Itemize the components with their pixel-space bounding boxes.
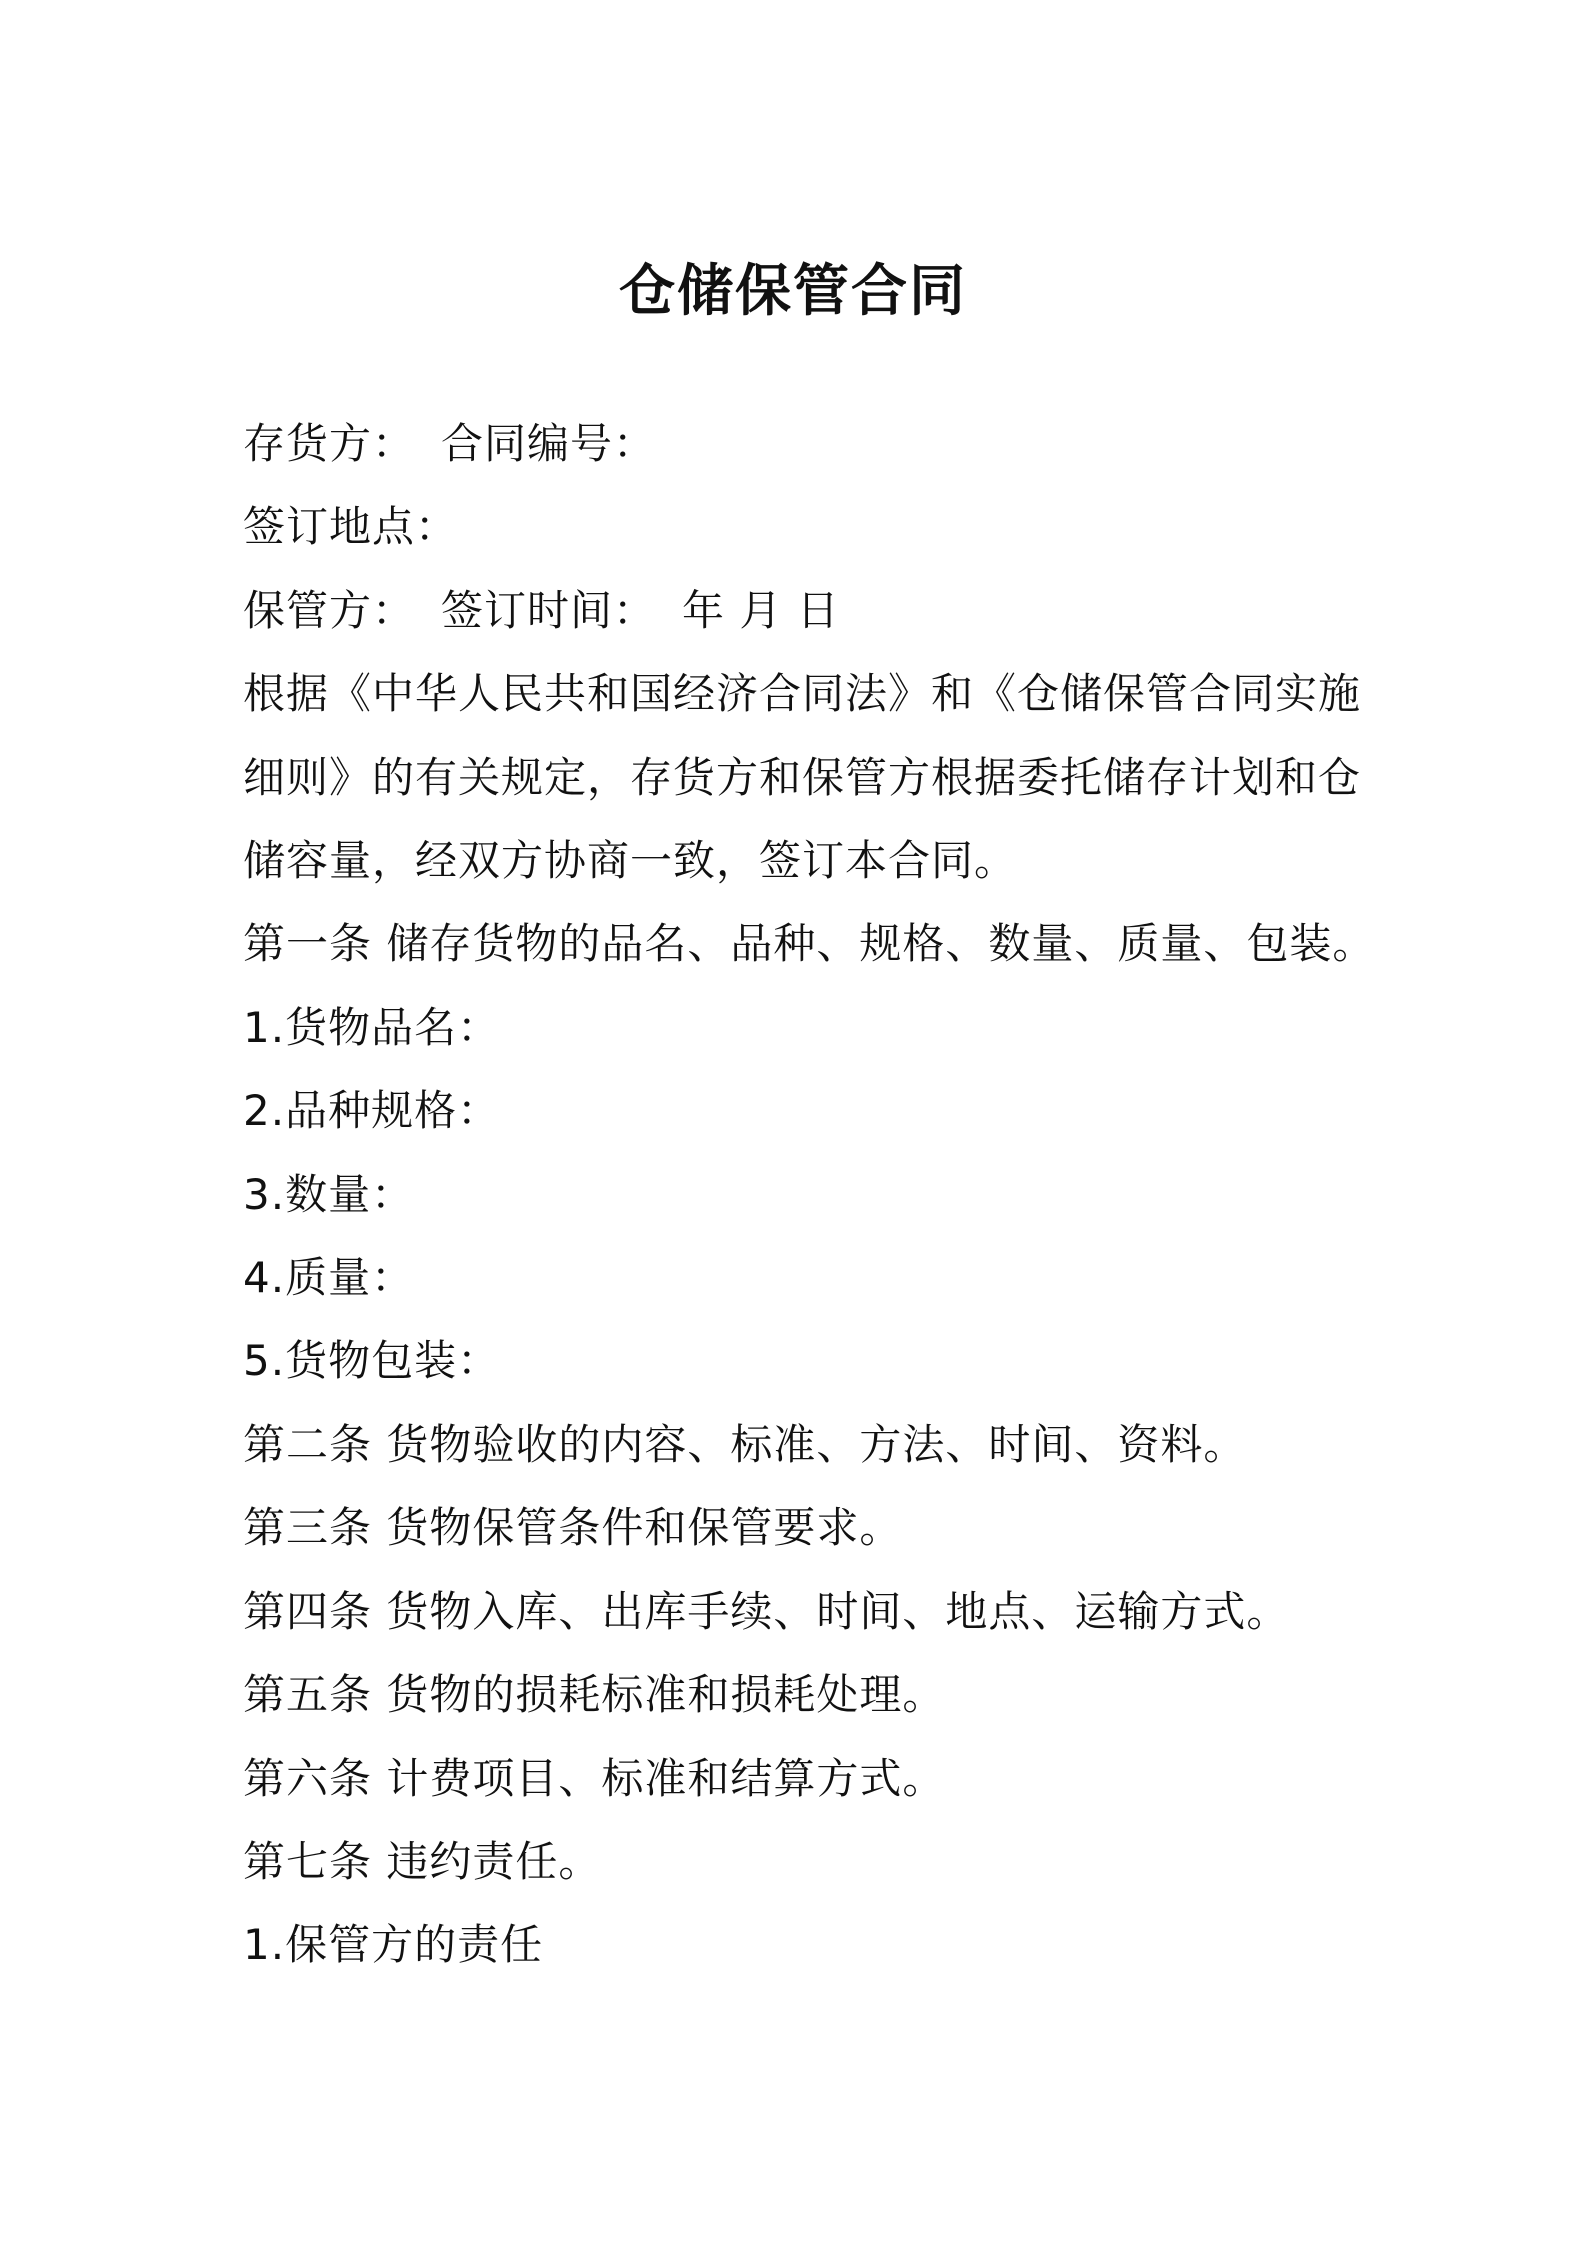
article-1-item: 3.数量： <box>243 1169 415 1219</box>
document-title: 仓储保管合同 <box>619 259 967 324</box>
article-5-title: 第五条 货物的损耗标准和损耗处理。 <box>243 1670 946 1720</box>
depositor-label: 存货方： <box>243 419 416 468</box>
article-4-title: 第四条 货物入库、出库手续、时间、地点、运输方式。 <box>243 1586 1290 1636</box>
sign-date-value: 年 月 日 <box>682 585 840 635</box>
keeper-label: 保管方： <box>243 585 416 635</box>
header-line-sign-place <box>243 485 1363 568</box>
article-3-title: 第三条 货物保管条件和保管要求。 <box>243 1503 903 1553</box>
sign-place-label: 签订地点： <box>243 502 459 552</box>
article-2-title: 第二条 货物验收的内容、标准、方法、时间、资料。 <box>243 1419 1247 1469</box>
article-1-item: 1.货物品名： <box>243 1002 501 1052</box>
preamble-line: 细则》的有关规定，存货方和保管方根据委托储存计划和仓 <box>243 752 1362 802</box>
article-1-item: 2.品种规格： <box>243 1086 501 1136</box>
sign-time-label: 签订时间： <box>441 585 657 635</box>
article-7-title: 第七条 违约责任。 <box>243 1836 602 1886</box>
article-1-item: 4.质量： <box>243 1253 415 1303</box>
article-1-title: 第一条 储存货物的品名、品种、规格、数量、质量、包装。 <box>243 919 1376 969</box>
contract-number-label: 合同编号： <box>441 419 657 468</box>
preamble-line: 根据《中华人民共和国经济合同法》和《仓储保管合同实施 <box>243 669 1362 719</box>
article-6-title: 第六条 计费项目、标准和结算方式。 <box>243 1753 946 1803</box>
header-line-keeper <box>243 569 1363 652</box>
document-body <box>243 402 1376 1987</box>
article-1-item: 5.货物包装： <box>243 1336 501 1386</box>
header-line-depositor <box>243 402 1363 485</box>
preamble-line: 储容量，经双方协商一致，签订本合同。 <box>243 836 1018 886</box>
article-7-item: 1.保管方的责任 <box>243 1920 544 1970</box>
